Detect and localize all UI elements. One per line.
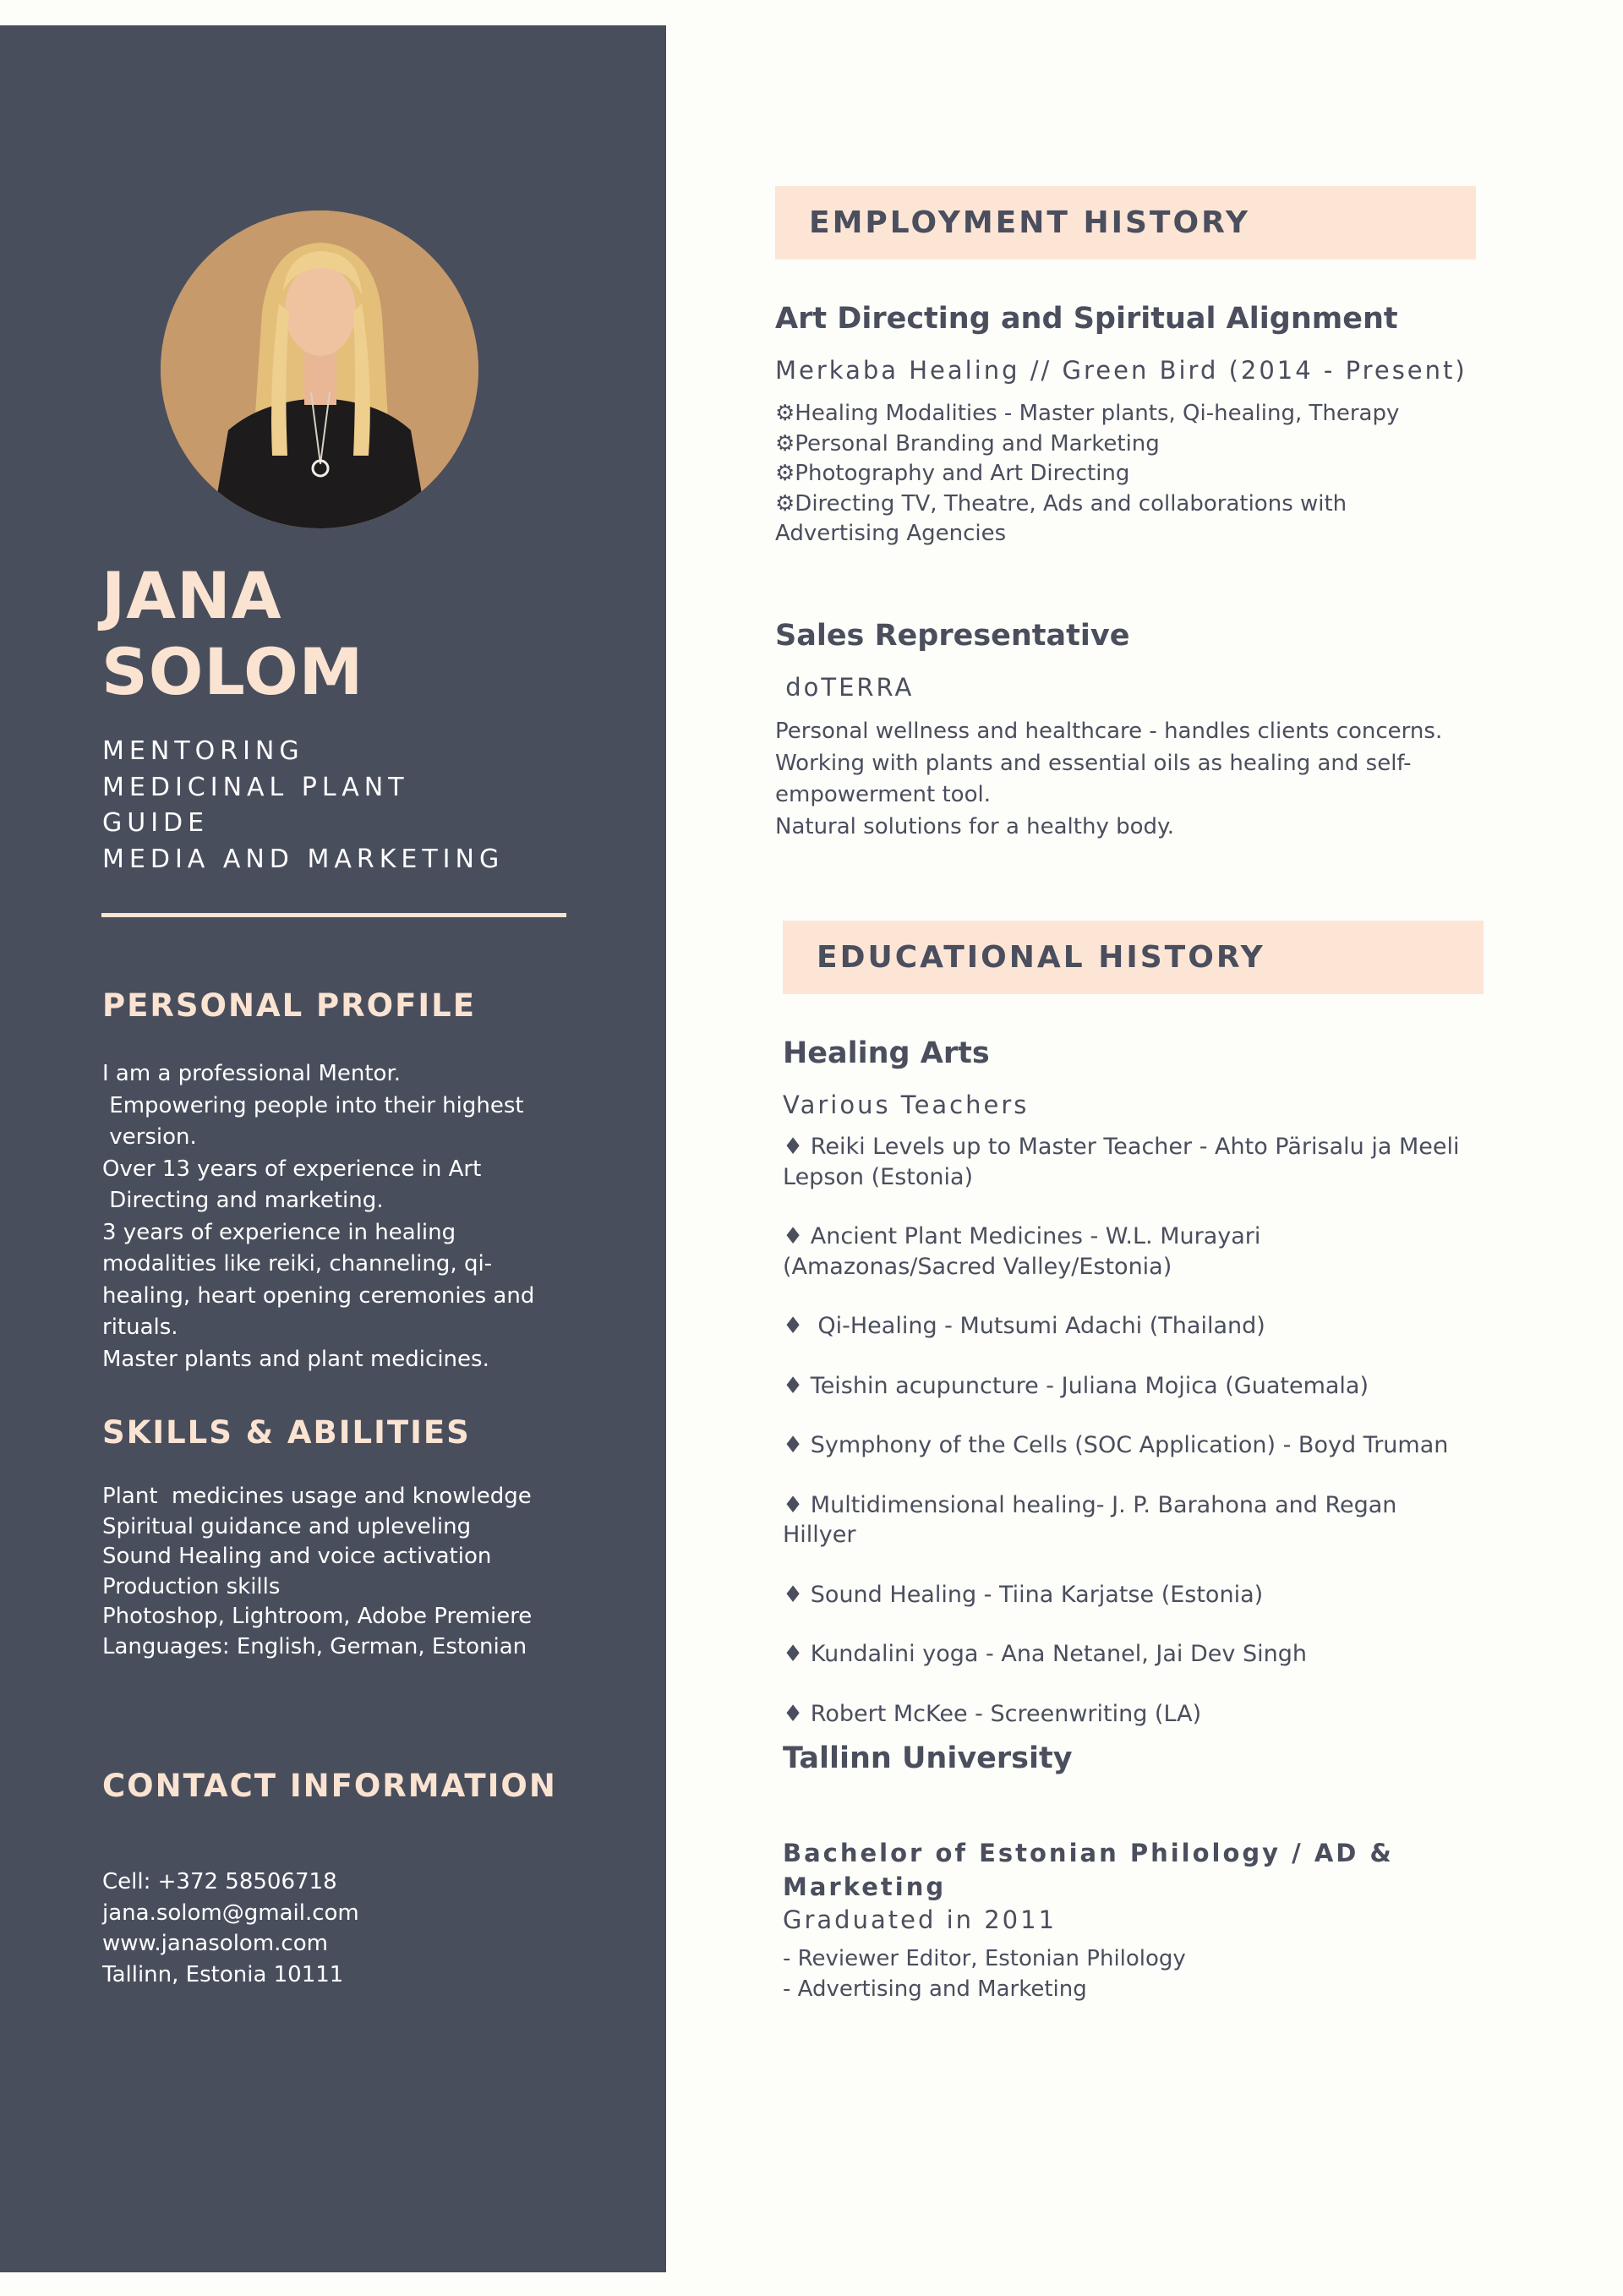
sidebar [0, 25, 666, 2272]
profile-line: rituals. [102, 1315, 178, 1340]
university-title: Tallinn University [783, 1741, 1073, 1775]
university-details [783, 1944, 1186, 2004]
list-item [783, 1580, 1476, 1610]
job-detail-line: Natural solutions for a healthy body. [775, 813, 1174, 839]
job-detail-line: Advertising Agencies [775, 521, 1007, 546]
role-item: GUIDE [102, 808, 210, 838]
list-item-line: (Amazonas/Sacred Valley/Estonia) [783, 1253, 1172, 1280]
skill-line: Production skills [102, 1573, 281, 1599]
list-item-line: ♦ Teishin acupuncture - Juliana Mojica (Guatemala) [783, 1372, 1369, 1399]
job-company: doTERRA [775, 673, 915, 702]
skills-heading: SKILLS & ABILITIES [102, 1414, 471, 1451]
candidate-name [101, 558, 363, 710]
contact-address: Tallinn, Estonia 10111 [102, 1961, 344, 1987]
job-details [775, 716, 1442, 843]
personal-profile-heading: PERSONAL PROFILE [102, 987, 476, 1024]
list-item [783, 1430, 1476, 1461]
job-detail-line: empowerment tool. [775, 782, 991, 807]
skill-line: Languages: English, German, Estonian [102, 1633, 527, 1659]
role-list [102, 734, 504, 877]
job-title: Art Directing and Spiritual Alignment [775, 302, 1398, 336]
profile-line: Over 13 years of experience in Art [102, 1156, 482, 1182]
contact-heading: CONTACT INFORMATION [102, 1768, 557, 1804]
list-item [783, 1699, 1476, 1730]
list-item-line: ♦ Sound Healing - Tiina Karjatse (Estonia) [783, 1581, 1264, 1608]
personal-profile-text [102, 1058, 534, 1375]
list-item-line: ♦ Multidimensional healing- J. P. Barahona and Regan [783, 1491, 1397, 1518]
profile-line: Empowering people into their highest [102, 1092, 524, 1118]
profile-photo [161, 210, 478, 528]
education-heading-band [783, 921, 1484, 994]
name-divider [101, 913, 566, 917]
first-name: JANA [101, 558, 282, 633]
role-item: MENTORING [102, 736, 304, 766]
degree-title [783, 1836, 1394, 1904]
skill-line: Photoshop, Lightroom, Adobe Premiere [102, 1604, 533, 1629]
profile-line: modalities like reiki, channeling, qi- [102, 1251, 493, 1276]
last-name: SOLOM [101, 634, 364, 709]
skill-line: Sound Healing and voice activation [102, 1544, 492, 1569]
contact-website: www.janasolom.com [102, 1931, 328, 1956]
graduation-year: Graduated in 2011 [783, 1905, 1057, 1934]
list-item [783, 1311, 1476, 1342]
job-company: Merkaba Healing // Green Bird (2014 - Present) [775, 356, 1467, 385]
list-item-line: Lepson (Estonia) [783, 1163, 974, 1190]
job-detail-line: Working with plants and essential oils as healing and self- [775, 750, 1412, 776]
profile-line: Directing and marketing. [102, 1188, 384, 1213]
list-item [783, 1132, 1476, 1192]
job-detail-line: Personal wellness and healthcare - handles clients concerns. [775, 719, 1443, 744]
education-subtitle: Various Teachers [783, 1091, 1030, 1119]
list-item-line: Hillyer [783, 1522, 856, 1548]
list-item [783, 1490, 1476, 1550]
employment-heading-band [775, 186, 1476, 260]
profile-line: 3 years of experience in healing [102, 1219, 456, 1245]
employment-heading: EMPLOYMENT HISTORY [809, 205, 1250, 240]
education-heading: EDUCATIONAL HISTORY [817, 940, 1265, 975]
role-item: MEDICINAL PLANT [102, 772, 409, 802]
list-item-line: ♦ Reiki Levels up to Master Teacher - Ahto Pärisalu ja Meeli [783, 1134, 1460, 1160]
list-item-line: ♦ Symphony of the Cells (SOC Application) - Boyd Truman [783, 1432, 1449, 1458]
list-item [783, 1371, 1476, 1402]
skill-line: Plant medicines usage and knowledge [102, 1484, 532, 1509]
contact-email: jana.solom@gmail.com [102, 1900, 359, 1926]
list-item [783, 1222, 1476, 1282]
list-item-line: ♦ Robert McKee - Screenwriting (LA) [783, 1700, 1202, 1727]
profile-line: version. [102, 1124, 197, 1150]
university-detail-line: - Reviewer Editor, Estonian Philology [783, 1946, 1186, 1971]
degree-line: Marketing [783, 1872, 947, 1901]
contact-text [102, 1867, 359, 1990]
healing-arts-list [783, 1132, 1476, 1758]
job-details [775, 399, 1399, 549]
skill-line: Spiritual guidance and upleveling [102, 1513, 472, 1539]
skills-text [102, 1482, 532, 1662]
list-item-line: ♦ Qi-Healing - Mutsumi Adachi (Thailand) [783, 1313, 1265, 1339]
profile-line: Master plants and plant medicines. [102, 1346, 489, 1372]
list-item [783, 1639, 1476, 1670]
role-item: MEDIA AND MARKETING [102, 844, 505, 874]
profile-line: healing, heart opening ceremonies and [102, 1282, 535, 1309]
job-detail-line: ⚙Healing Modalities - Master plants, Qi-healing, Therapy [775, 401, 1400, 426]
job-detail-line: ⚙Photography and Art Directing [775, 461, 1130, 486]
degree-line: Bachelor of Estonian Philology / AD & [783, 1839, 1394, 1867]
job-title: Sales Representative [775, 619, 1130, 653]
job-detail-line: ⚙Directing TV, Theatre, Ads and collaborations with [775, 490, 1347, 517]
list-item-line: ♦ Kundalini yoga - Ana Netanel, Jai Dev Singh [783, 1641, 1307, 1667]
university-detail-line: - Advertising and Marketing [783, 1976, 1087, 2002]
profile-line: I am a professional Mentor. [102, 1061, 402, 1086]
list-item-line: ♦ Ancient Plant Medicines - W.L. Murayari [783, 1223, 1261, 1249]
job-detail-line: ⚙Personal Branding and Marketing [775, 430, 1160, 456]
education-title: Healing Arts [783, 1036, 990, 1070]
contact-phone: Cell: +372 58506718 [102, 1869, 337, 1894]
